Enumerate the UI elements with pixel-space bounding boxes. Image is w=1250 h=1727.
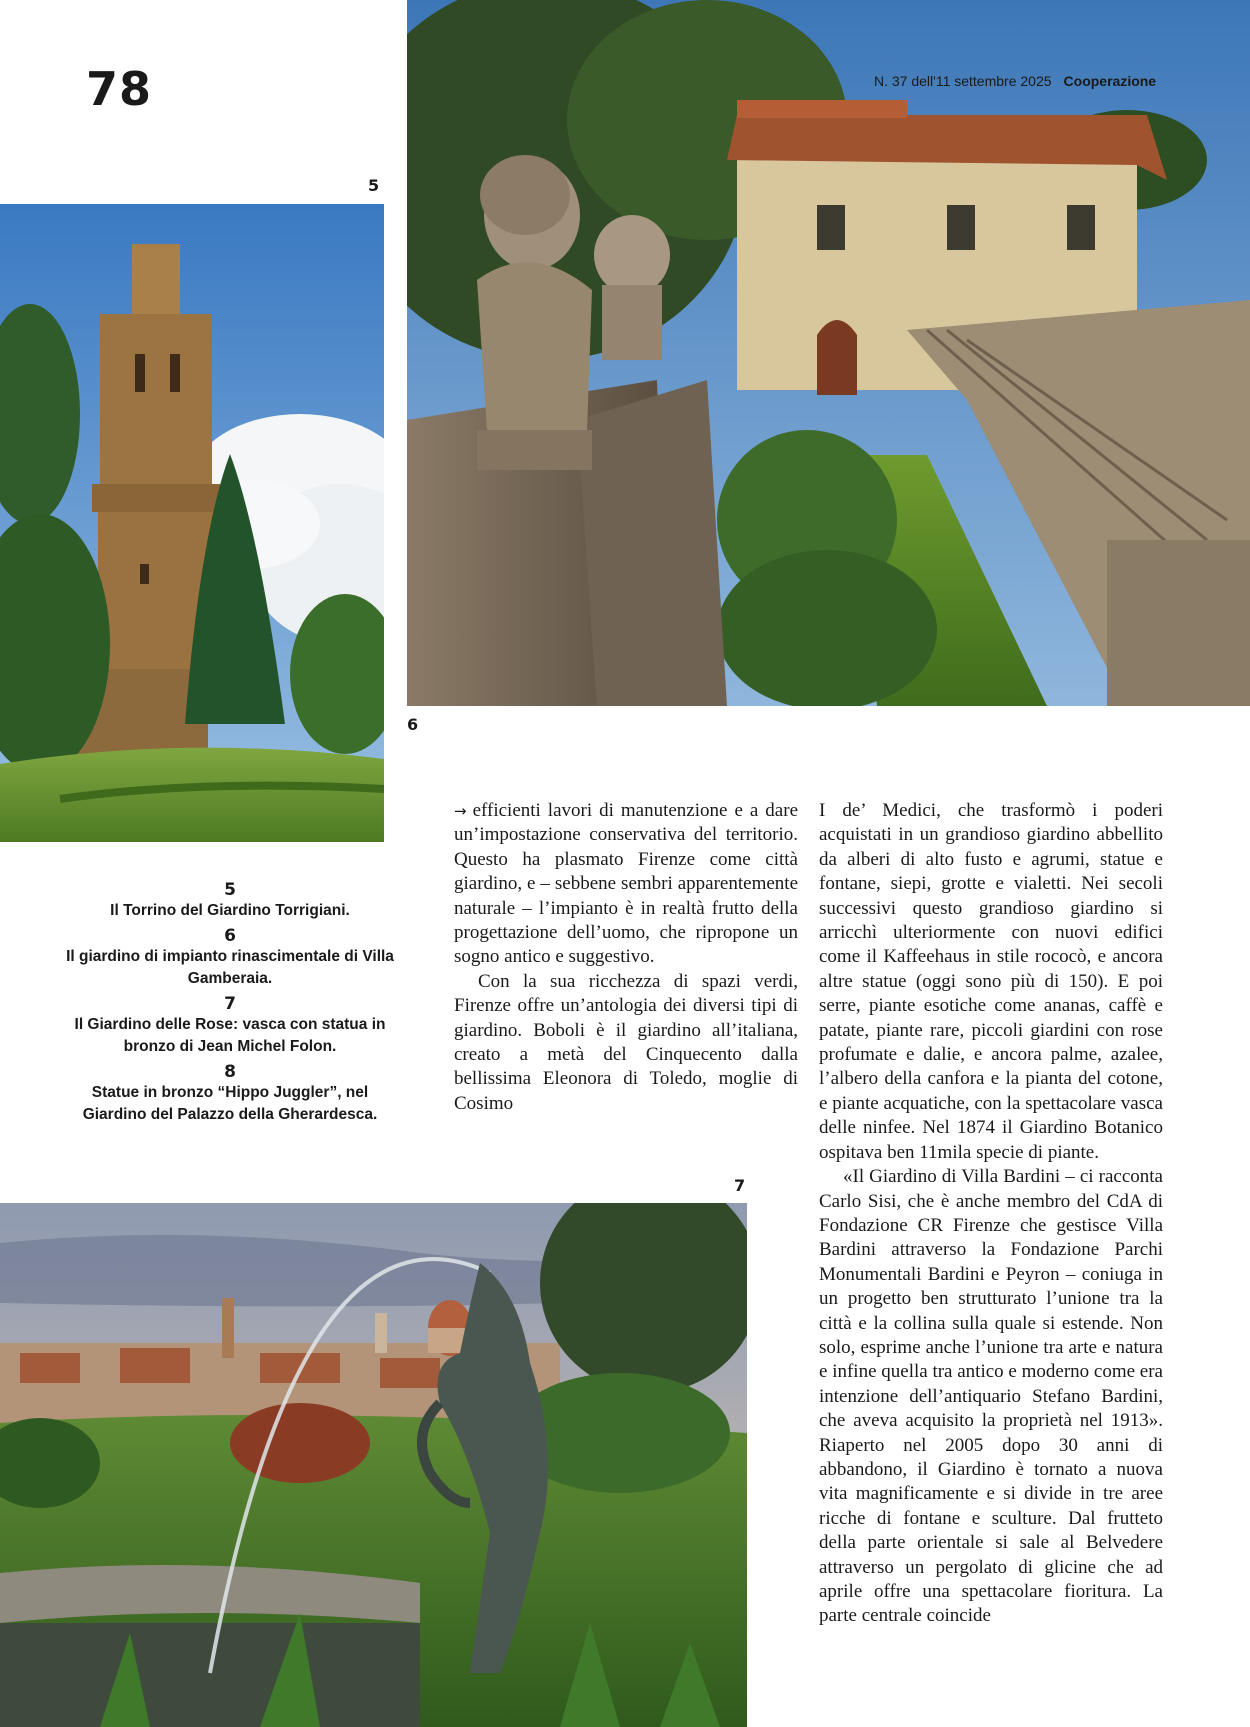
article-paragraph: I de’ Medici, che trasformò i poderi acquistati in un grandioso giardino abbellito da alberi di alto fusto e agrumi, statue e fontane, siepi, grotte e vialetti. Nei secoli successivi questo grandioso giardino si arricchì ulteriormente con nuovi edifici come il Kaffeehaus in stile rococò, e ancora altre statue (oggi sono più di 150). E poi serre, piante esotiche come ananas, caffè e patate, piante rare, piccoli giardini con rose profumate e dalie, e ancora palme, azalee, l’albero della canfora e la pianta del cotone, e piante acquatiche, con la spettacolare vasca delle ninfee. Nel 1874 il Giardino Botanico ospitava ben 11mila specie di piante. bbox=[819, 800, 1163, 1163]
photo-marker-7: 7 bbox=[734, 1176, 746, 1195]
page-number: 78 bbox=[86, 62, 153, 116]
caption-number: 8 bbox=[224, 1062, 236, 1082]
photo-marker-6: 6 bbox=[407, 715, 419, 734]
caption-number: 6 bbox=[224, 926, 236, 946]
caption-text: Statue in bronzo “Hippo Juggler”, nel Giardino del Palazzo della Gherardesca. bbox=[82, 1084, 378, 1123]
caption-text: Il Giardino delle Rose: vasca con statua in bronzo di Jean Michel Folon. bbox=[74, 1016, 386, 1055]
continuation-arrow-icon: → bbox=[454, 802, 467, 820]
article-paragraph: → efficienti lavori di manutenzione e a dare un’impostazione conservativa del territorio. Questo ha plasmato Firenze come città giardino, e – sebbene sembri apparentemente naturale – l’impianto è in realtà frutto della progettazione dell’uomo, che ripropone un sogno antico e suggestivo. bbox=[454, 800, 798, 968]
caption-text: Il Torrino del Giardino Torrigiani. bbox=[110, 902, 350, 919]
article-column-1 bbox=[454, 799, 798, 1116]
photo-marker-5: 5 bbox=[368, 176, 380, 195]
article-paragraph: Con la sua ricchezza di spazi verdi, Firenze offre un’antologia dei diversi tipi di giardino. Boboli è il giardino all’italiana, creato a metà del Cinquecento dalla bellissima Eleonora di Toledo, moglie di Cosimo bbox=[454, 970, 798, 1114]
photo-torrino-torrigiani bbox=[0, 204, 384, 842]
article-paragraph: «Il Giardino di Villa Bardini – ci racconta Carlo Sisi, che è anche membro del CdA di Fondazione CR Firenze che gestisce Villa Bardini attraverso la Fondazione Parchi Monumentali Bardini e Peyron – coniuga in un progetto ben strutturato l’unione tra la città e la collina sulla quale si estende. Non solo, esprime anche l’unione tra arte e natura e infine quella tra antico e moderno come era intenzione dell’antiquario Stefano Bardini, che aveva acquisito la proprietà nel 1913». Riaperto nel 2005 dopo 30 anni di abbandono, il Giardino è tornato a nuova vita magnificamente e si divide in tre aree ricche di fontane e sculture. Dal frutteto della parte orientale si sale al Belvedere attraverso un pergolato di glicine che ad aprile offre una spettacolare fioritura. La parte centrale coincide bbox=[819, 1166, 1163, 1627]
caption-text: Il giardino di impianto rinascimentale di Villa Gamberaia. bbox=[66, 948, 394, 987]
brand-name: Cooperazione bbox=[1063, 73, 1157, 89]
photo-captions bbox=[60, 876, 400, 1128]
caption-number: 5 bbox=[224, 880, 236, 900]
article-column-2 bbox=[819, 799, 1163, 1629]
photo-giardino-delle-rose bbox=[0, 1203, 747, 1727]
photo-villa-gamberaia bbox=[407, 0, 1250, 706]
issue-header bbox=[874, 73, 1156, 89]
caption-number: 7 bbox=[224, 994, 236, 1014]
issue-date: N. 37 dell'11 settembre 2025 bbox=[874, 73, 1052, 89]
